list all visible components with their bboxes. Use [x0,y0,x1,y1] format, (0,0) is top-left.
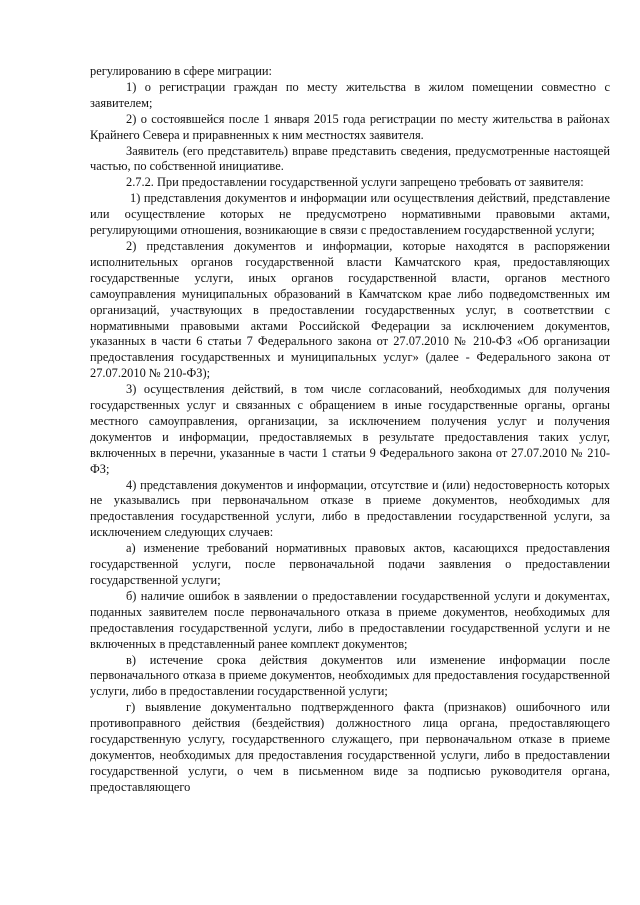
paragraph-applicant-initiative: Заявитель (его представитель) вправе представить сведения, предусмотренные настоящей частью, по собственной инициативе. [90,143,610,174]
paragraph-continuation: регулированию в сфере миграции: [90,64,272,78]
paragraph-prohibition-1: 1) представления документов и информации или осуществления действий, представление или осуществление которых не предусмотрено нормативными правовыми актами, регулирующими отношения, возникающие в связи с предоставлением государственной услуги; [90,191,610,238]
paragraph-case-v: в) истечение срока действия документов или изменение информации после первоначального отказа в приеме документов, необходимых для предоставления государственной услуги, либо в предоставлении государственной услуги; [90,652,610,699]
paragraph-item-1-registration: 1) о регистрации граждан по месту жительства в жилом помещении совместно с заявителем; [90,79,610,110]
paragraph-case-a: а) изменение требований нормативных правовых актов, касающихся предоставления государственной услуги, после первоначальной подачи заявления о предоставлении государственной услуги; [90,541,610,587]
paragraph-section-2-7-2: 2.7.2. При предоставлении государственной услуги запрещено требовать от заявителя: [126,175,584,190]
paragraph-prohibition-3: 3) осуществления действий, в том числе согласований, необходимых для получения государственных услуг и связанных с обращением в иные государственные органы, органы местного самоуправления, организации, за исключением получения услуг и получения документов и информации, предоставляемых в результате предоставления таких услуг, включенных в перечни, указанные в части 1 статьи 9 Федерального закона от 27.07.2010 № 210-ФЗ; [90,382,610,476]
paragraph-case-b: б) наличие ошибок в заявлении о предоставлении государственной услуги и документах, поданных заявителем после первоначального отказа в приеме документов, необходимых для предоставления государственной услуги, либо в предоставлении государственной услуги и не включенных в представленный ранее комплект документов; [90,588,610,651]
paragraph-item-2-far-north: 2) о состоявшейся после 1 января 2015 года регистрации по месту жительства в районах Крайнего Севера и приравненных к ним местностях заявителя. [90,111,610,142]
document-page [90,64,610,796]
paragraph-prohibition-2: 2) представления документов и информации, которые находятся в распоряжении исполнительных органов государственной власти Камчатского края, предоставляющих государственные услуги, иных органов государственной власти, органов местного самоуправления муниципальных образований в Камчатском крае либо подведомственных им организаций, участвующих в предоставлении государственных услуг, в соответствии с нормативными правовыми актами Российской Федерации за исключением документов, указанных в части 6 статьи 7 Федерального закона от 27.07.2010 № 210-ФЗ «Об организации предоставления государственных и муниципальных услуг» (далее - Федерального закона от 27.07.2010 № 210-ФЗ); [90,238,610,381]
paragraph-case-g: г) выявление документально подтвержденного факта (признаков) ошибочного или противоправного действия (бездействия) должностного лица органа, предоставляющего государственную услугу, государственного служащего, при первоначальном отказе в приеме документов, необходимых для предоставления государственной услуги, либо в предоставлении государственной услуги, о чем в письменном виде за подписью руководителя органа, предоставляющего [90,700,610,794]
paragraph-prohibition-4: 4) представления документов и информации, отсутствие и (или) недостоверность которых не указывались при первоначальном отказе в приеме документов, необходимых для предоставления государственной услуги, либо в предоставлении государственной услуги, за исключением следующих случаев: [90,477,610,540]
